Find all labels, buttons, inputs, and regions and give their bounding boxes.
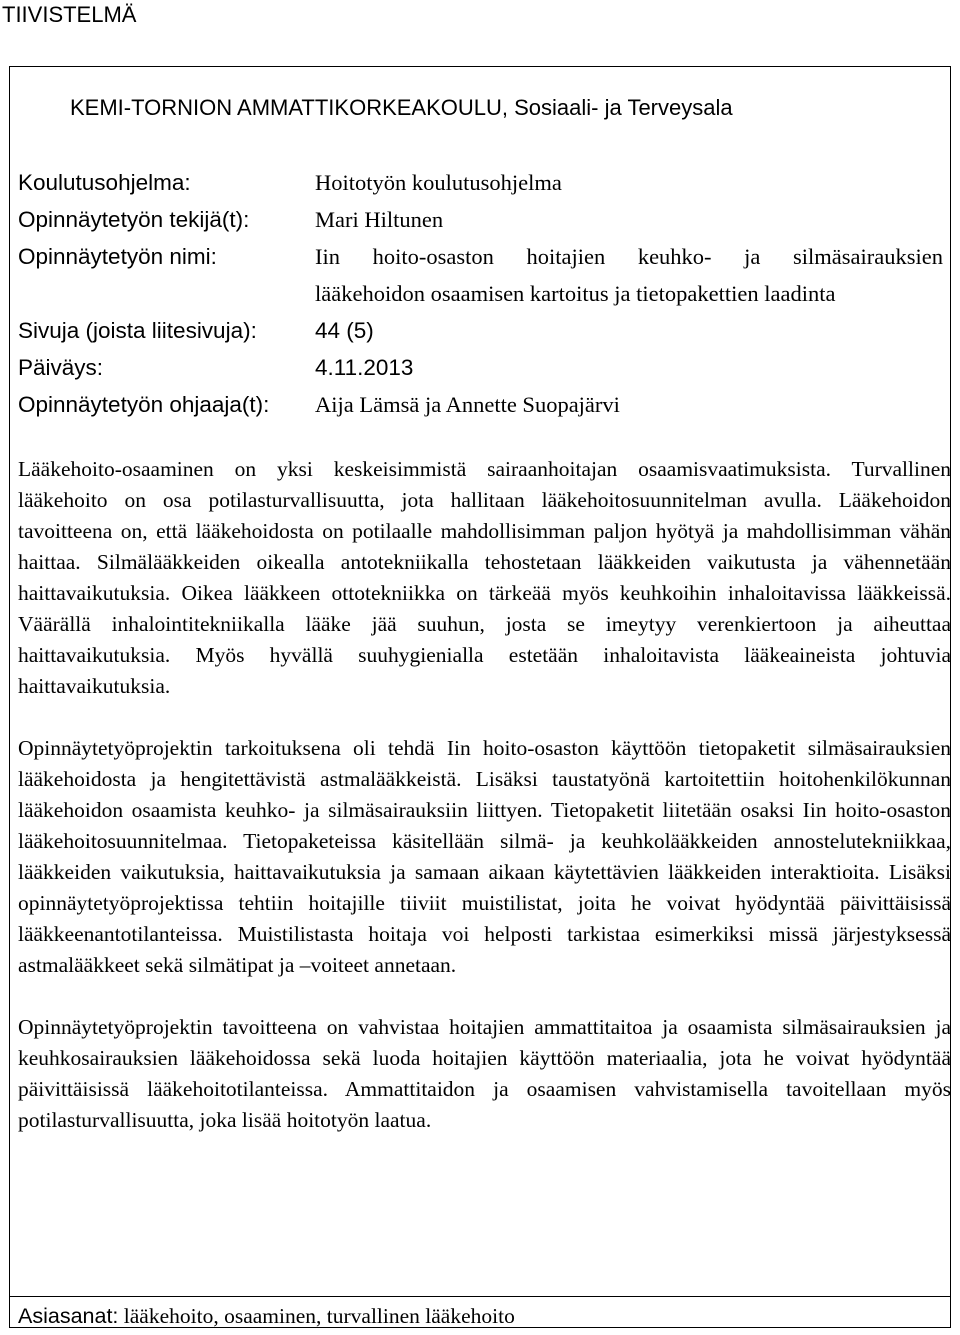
title-value-line1: Iin hoito-osaston hoitajien keuhko- ja silmäsairauksien (315, 244, 943, 269)
date-label: Päiväys: (18, 355, 104, 380)
programme-label: Koulutusohjelma: (18, 170, 191, 195)
keywords-line (18, 1302, 515, 1330)
metadata-section (18, 164, 948, 423)
title-label: Opinnäytetyön nimi: (18, 244, 217, 269)
abstract-paragraph-2: Opinnäytetyöprojektin tarkoituksena oli tehdä Iin hoito-osaston käyttöön tietopaketit silmäsairauksien lääkehoidosta ja hengitettävistä astmalääkkeistä. Lisäksi taustatyönä kartoitettiin hoitohenkilökunnan lääkehoidon osaamista keuhko- ja silmäsairauksiin liittyen. Tietopaketit liitetään osaksi Iin hoito-osaston lääkehoitosuunnitelmaa. Tietopaketeissa käsitellään silmä- ja keuhkolääkkeiden annostelutekniikkaa, lääkkeiden vaikutuksia, haittavaikutuksia ja samaan aikaan käytettävien lääkkeiden interaktioita. Lisäksi opinnäytetyöprojektissa tehtiin hoitajille tiiviit muistilistat, joita he voivat hyödyntää päivittäisissä lääkkeenantotilanteissa. Muistilistasta hoitaja voi helposti tarkistaa esimerkiksi missä järjestyksessä astmalääkkeet sekä silmätipat ja –voiteet annetaan. (18, 736, 951, 977)
supervisor-value: Aija Lämsä ja Annette Suopajärvi (315, 392, 620, 417)
date-value: 4.11.2013 (315, 355, 414, 380)
meta-row-date (18, 349, 948, 386)
pages-label: Sivuja (joista liitesivuja): (18, 318, 257, 343)
meta-row-title-continued (18, 275, 948, 312)
meta-row-programme (18, 164, 948, 201)
keywords-label: Asiasanat: (18, 1304, 119, 1328)
meta-row-author (18, 201, 948, 238)
abstract-paragraph-3: Opinnäytetyöprojektin tavoitteena on vahvistaa hoitajien ammattitaitoa ja osaamista silmäsairauksien ja keuhkosairauksien lääkehoidossa sekä luoda hoitajien käyttöön materiaalia, jota he voivat hyödyntää päivittäisissä lääkehoitotilanteissa. Ammattitaidon ja osaamisen vahvistamisella tavoitellaan myös potilasturvallisuutta, joka lisää hoitotyön laatua. (18, 1015, 951, 1132)
abstract-body (18, 454, 951, 1136)
keywords-divider (9, 1296, 951, 1297)
keywords-value: lääkehoito, osaaminen, turvallinen lääkehoito (123, 1304, 515, 1328)
meta-row-supervisor (18, 386, 948, 423)
supervisor-label: Opinnäytetyön ohjaaja(t): (18, 392, 270, 417)
meta-row-pages (18, 312, 948, 349)
author-value: Mari Hiltunen (315, 207, 444, 232)
abstract-paragraph-1: Lääkehoito-osaaminen on yksi keskeisimmistä sairaanhoitajan osaamisvaatimuksista. Turvallinen lääkehoito on osa potilasturvallisuutta, jota hallitaan lääkehoitosuunnitelman avulla. Lääkehoidon tavoitteena on, että lääkehoidosta on potilaalle mahdollisimman paljon hyötyä ja mahdollisimman vähän haittaa. Silmälääkkeiden oikealla antotekniikalla tehostetaan lääkkeiden vaikutusta ja vähennetään haittavaikutuksia. Oikea lääkkeen ottotekniikka on tärkeää myös keuhkoihin inhaloitavissa lääkkeissä. Väärällä inhalointitekniikalla lääke jää suuhun, josta se imeytyy verenkiertoon ja aiheuttaa haittavaikutuksia. Myös hyvällä suuhygienialla estetään inhaloitavista lääkeaineista johtuvia haittavaikutuksia. (18, 457, 951, 698)
organization-line: KEMI-TORNION AMMATTIKORKEAKOULU, Sosiaali- ja Terveysala (70, 95, 733, 120)
page-heading: TIIVISTELMÄ (2, 2, 137, 27)
meta-row-title (18, 238, 948, 275)
title-value-line2: lääkehoidon osaamisen kartoitus ja tietopakettien laadinta (315, 281, 836, 306)
pages-value: 44 (5) (315, 318, 374, 343)
author-label: Opinnäytetyön tekijä(t): (18, 207, 250, 232)
programme-value: Hoitotyön koulutusohjelma (315, 170, 562, 195)
